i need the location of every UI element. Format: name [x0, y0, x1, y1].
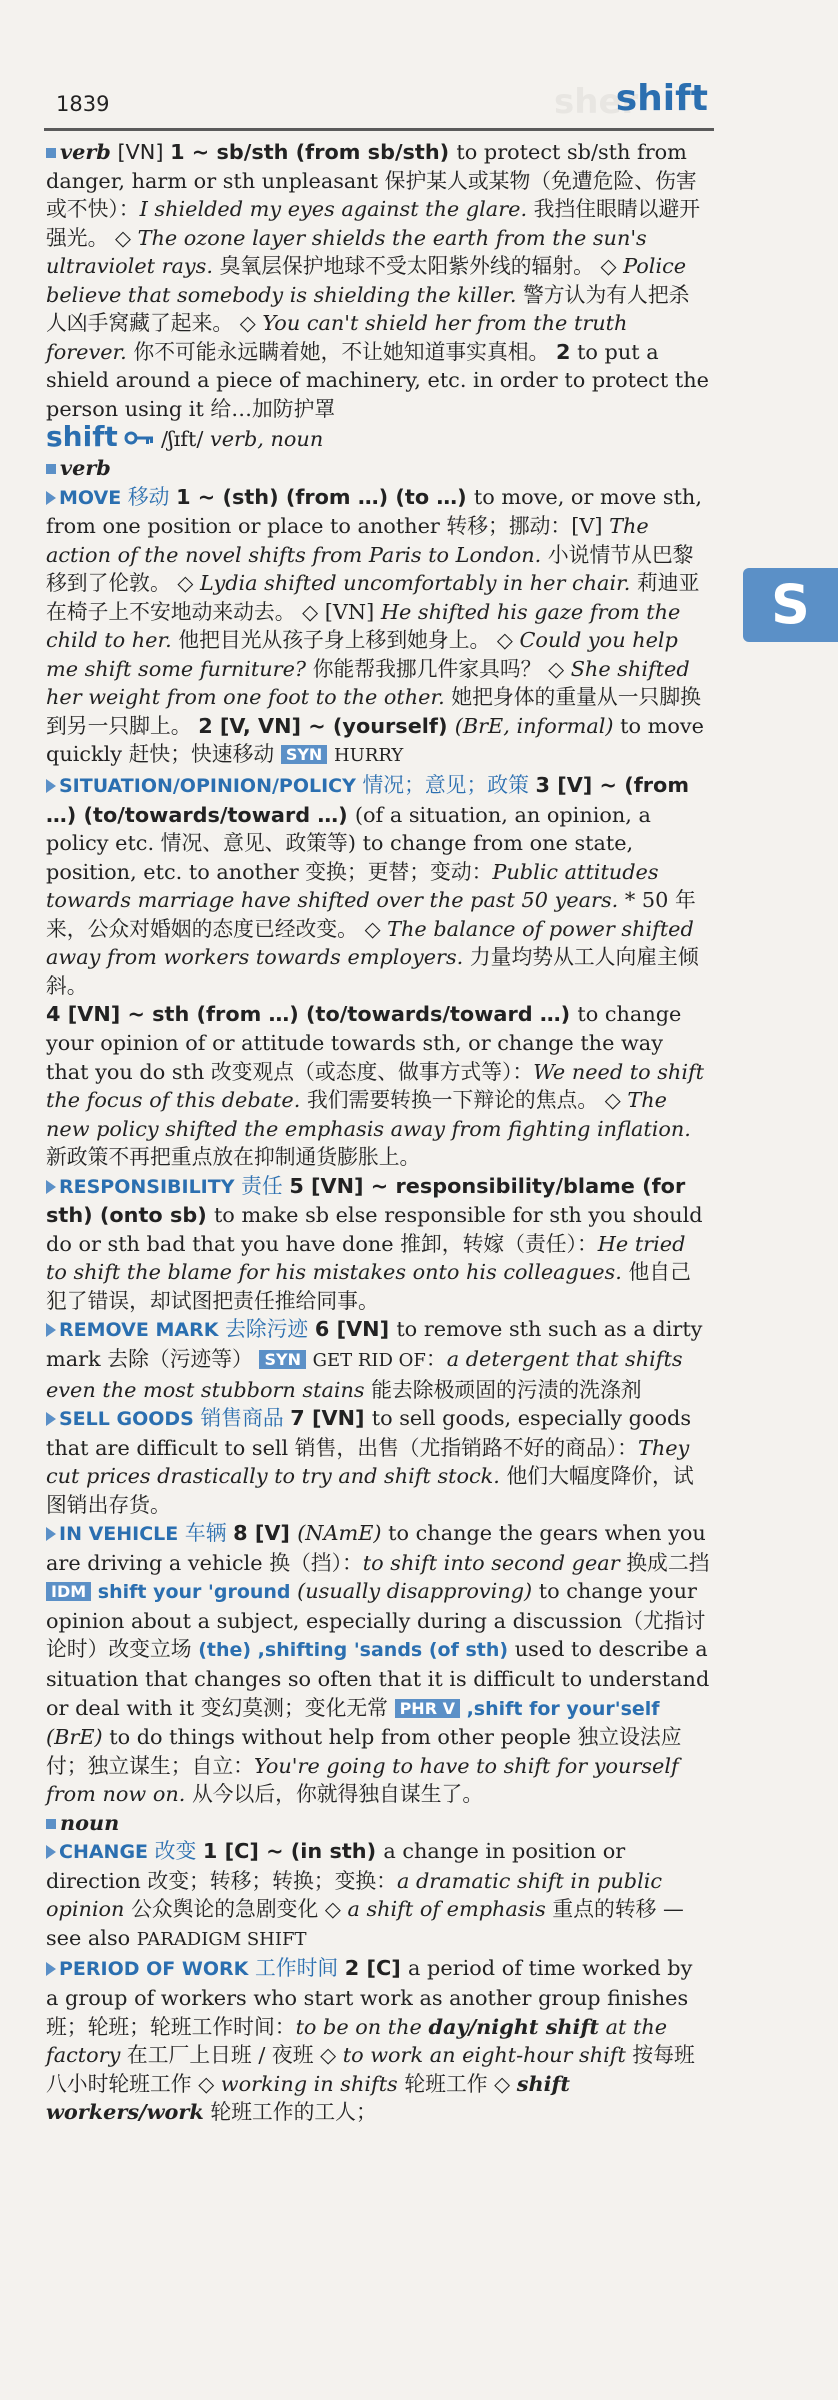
- square-bullet-icon: [46, 1819, 56, 1829]
- square-bullet-icon: [46, 148, 56, 158]
- page-number: 1839: [56, 92, 110, 116]
- syn-label: SYN: [281, 745, 328, 764]
- triangle-bullet-icon: [46, 1180, 56, 1194]
- dictionary-column: [46, 138, 710, 2127]
- noun-sense-change: CHANGE 改变 1 [C] ~ (in sth) a change in position or direction 改变；转移；转换；变换：a dramatic shift in public opinion 公众舆论的急剧变化 ◇ a shift of emphasis 重点的转移 — see also PARADIGM SHIFT: [46, 1839, 684, 1950]
- ghost-headword: sher: [554, 82, 639, 122]
- sense-remove-mark: REMOVE MARK 去除污迹 6 [VN] to remove sth such as a dirty mark 去除（污迹等） SYN GET RID OF：a detergent that shifts even the most stubborn stains 能去除极顽固的污渍的洗涤剂: [46, 1317, 703, 1402]
- noun-sense-period-of-work: PERIOD OF WORK 工作时间 2 [C] a period of time worked by a group of workers who start work as another group finishes 班；轮班；轮班工作时间：to be on the day/night shift at the factory 在工厂上日班 / 夜班 ◇ to work an eight-hour shift 按每班八小时轮班工作 ◇ working in shifts 轮班工作 ◇ shift workers/work 轮班工作的工人；: [46, 1956, 695, 2125]
- sense-move: MOVE 移动 1 ~ (sth) (from …) (to …) to move, or move sth, from one position or place to another 转移；挪动：[V] The action of the novel shifts from Paris to London. 小说情节从巴黎移到了伦敦。 ◇ Lydia shifted uncomfortably in her chair. 莉迪亚在椅子上不安地动来动去。 ◇ [VN] He shifted his gaze from the child to her. 他把目光从孩子身上移到她身上。 ◇ Could you help me shift some furniture? 你能帮我挪几件家具吗？ ◇ She shifted her weight from one foot to the other. 她把身体的重量从一只脚换到另一只脚上。 2 [V, VN] ~ (yourself) (BrE, informal) to move quickly 赶快；快速移动 SYN HURRY: [46, 484, 704, 767]
- parts-of-speech: verb, noun: [209, 427, 324, 452]
- key-icon: [124, 431, 154, 445]
- entry-head: [46, 420, 710, 454]
- phrasal-shift-for-yourself: ,shift for your'self: [459, 1697, 660, 1720]
- sense-responsibility: RESPONSIBILITY 责任 5 [VN] ~ responsibility/blame (for sth) (onto sb) to make sb else responsible for sth you should do or sth bad that you have done 推卸，转嫁（责任）：He tried to shift the blame for his mistakes onto his colleagues. 他自己犯了错误，却试图把责任推给同事。: [46, 1173, 703, 1313]
- idiom-shifting-sands: (the) ,shifting 'sands (of sth): [198, 1639, 509, 1662]
- triangle-bullet-icon: [46, 491, 56, 505]
- phr-v-label: PHR V: [395, 1699, 460, 1718]
- idiom-shift-your-ground: shift your 'ground: [91, 1581, 298, 1604]
- shield-verb-sense: verb [VN] 1 ~ sb/sth (from sb/sth) to protect sb/sth from danger, harm or sth unpleasant 保护某人或某物（免遭危险、伤害或不快）：I shielded my eyes against the glare. 我挡住眼睛以避开强光。 ◇ The ozone layer shields the earth from the sun's ultraviolet rays. 臭氧层保护地球不受太阳紫外线的辐射。 ◇ Police believe that somebody is shielding the killer. 警方认为有人把杀人凶手窝藏了起来。 ◇ You can't shield her from the truth forever. 你不可能永远瞒着她，不让她知道事实真相。 2 to put a shield around a piece of machinery, etc. in order to protect the person using it 给…加防护罩: [46, 139, 709, 421]
- sense-situation: SITUATION/OPINION/POLICY 情况；意见；政策 3 [V] ~ (from …) (to/towards/toward …) (of a situation, an opinion, a policy etc. 情况、意见、政策等) to change from one state, position, etc. to another 变换；更替；变动：Public attitudes towards marriage have shifted over the past 50 years. * 50 年来，公众对婚姻的态度已经改变。 ◇ The balance of power shifted away from workers towards employers. 力量均势从工人向雇主倾斜。 4 [VN] ~ sth (from …) (to/towards/toward …) to change your opinion of or attitude towards sth, or change the way that you do sth 改变观点（或态度、做事方式等）：We need to shift the focus of this debate. 我们需要转换一下辩论的焦点。 ◇ The new policy shifted the emphasis away from fighting inflation. 新政策不再把重点放在抑制通货膨胀上。: [46, 773, 705, 1170]
- triangle-bullet-icon: [46, 1323, 56, 1337]
- triangle-bullet-icon: [46, 1962, 56, 1976]
- triangle-bullet-icon: [46, 1527, 56, 1541]
- entry-headword: shift: [46, 420, 118, 454]
- pronunciation: /ʃɪft/: [154, 427, 210, 452]
- thumb-index-tab[interactable]: S: [743, 568, 838, 642]
- square-bullet-icon: [46, 464, 56, 474]
- cross-reference-link[interactable]: PARADIGM SHIFT: [136, 1928, 307, 1950]
- noun-label-line: noun: [46, 1809, 710, 1838]
- running-headword: shift: [615, 78, 708, 119]
- idm-label: IDM: [46, 1582, 91, 1601]
- triangle-bullet-icon: [46, 1412, 56, 1426]
- triangle-bullet-icon: [46, 1845, 56, 1859]
- verb-label-line: verb: [46, 454, 710, 483]
- sense-in-vehicle: IN VEHICLE 车辆 8 [V] (NAmE) to change the gears when you are driving a vehicle 换（挡）：to shift into second gear 换成二挡: [46, 1521, 710, 1575]
- idioms-block: IDM shift your 'ground (usually disapproving) to change your opinion about a subject, especially during a discussion（尤指讨论时）改变立场 (the) ,shifting 'sands (of sth) used to describe a situation that changes so often that it is difficult to understand or deal with it 变幻莫测；变化无常 PHR V ,shift for your'self (BrE) to do things without help from other people 独立设法应付；独立谋生；自立：You're going to have to shift for yourself from now on. 从今以后，你就得独自谋生了。: [46, 1579, 710, 1807]
- page-header: [44, 78, 714, 131]
- syn-label: SYN: [259, 1350, 306, 1369]
- sense-sell-goods: SELL GOODS 销售商品 7 [VN] to sell goods, especially goods that are difficult to sell 销售，出售（尤指销路不好的商品）：They cut prices drastically to try and shift stock. 他们大幅度降价，试图销出存货。: [46, 1406, 694, 1517]
- triangle-bullet-icon: [46, 779, 56, 793]
